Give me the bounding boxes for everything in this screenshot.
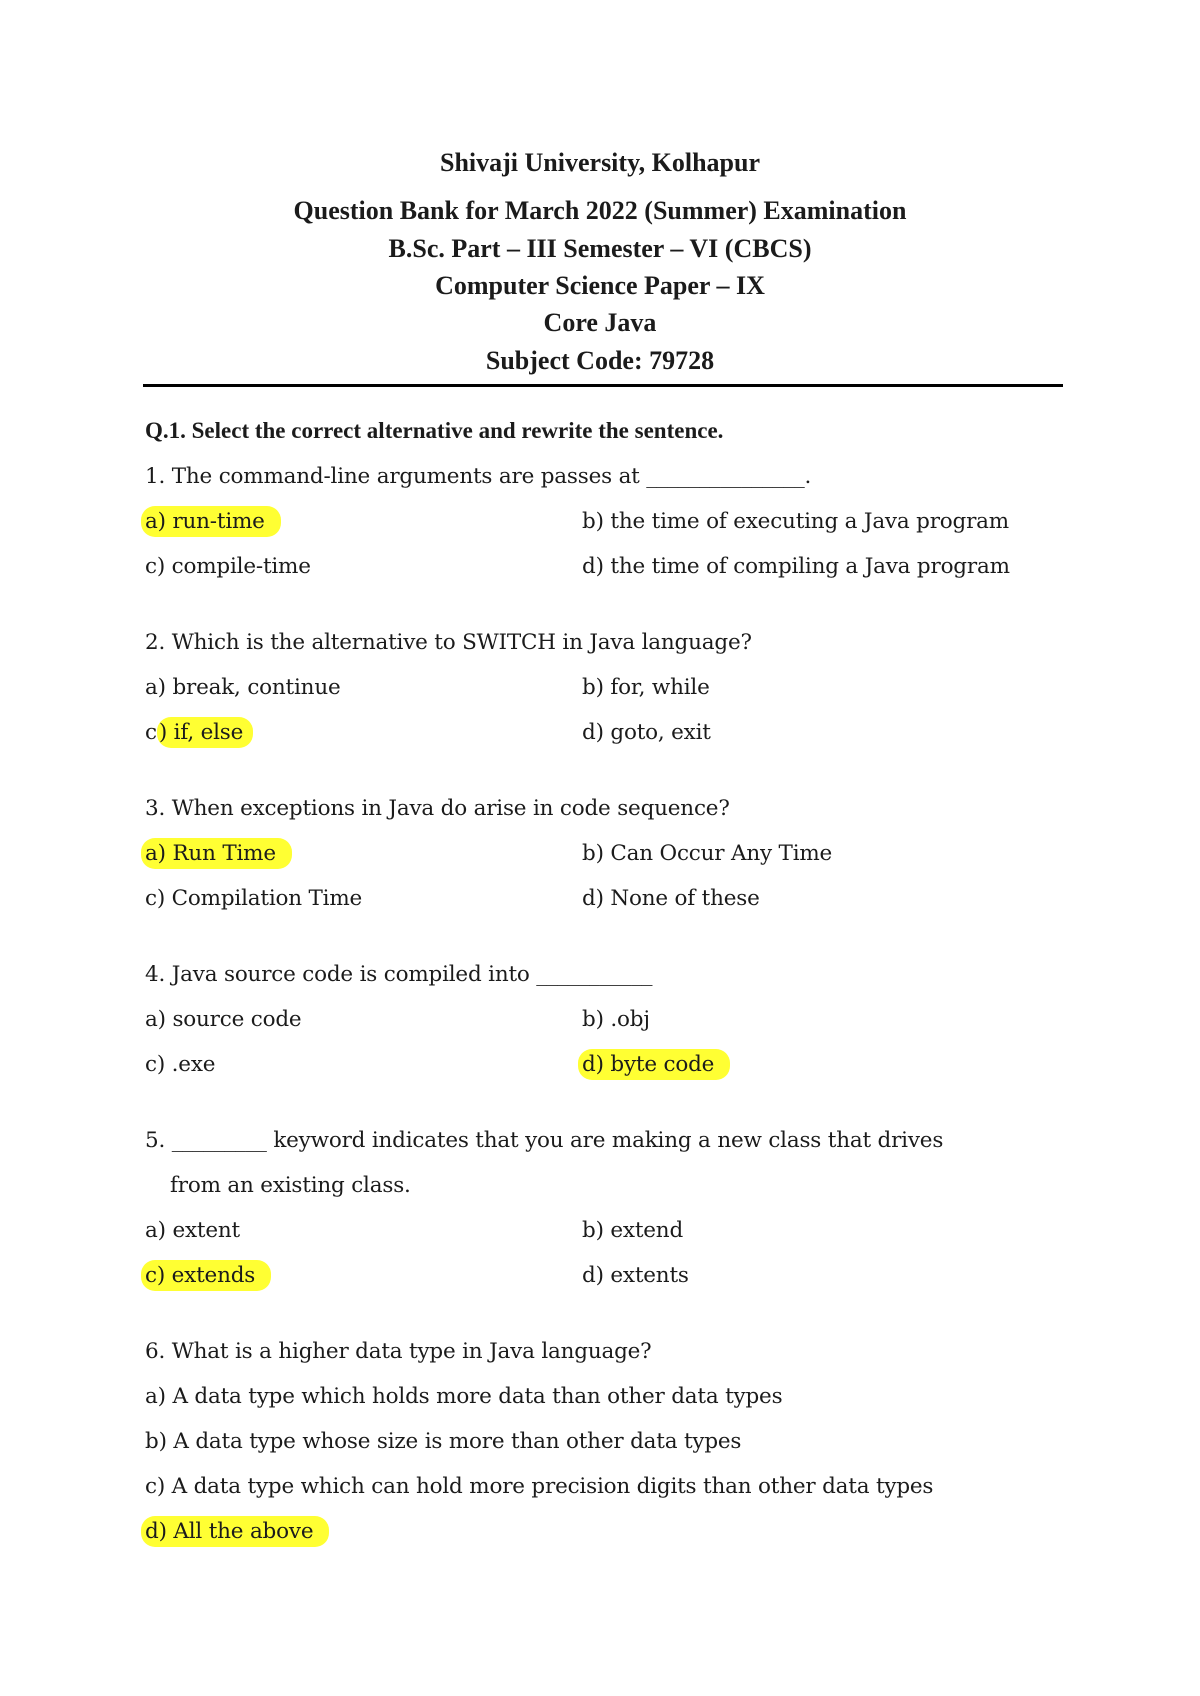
header-divider [143, 384, 1063, 387]
q1-option-d: d) the time of compiling a Java program [582, 554, 1010, 579]
q3-option-a [145, 841, 292, 866]
q3-option-b: b) Can Occur Any Time [582, 841, 833, 866]
question-1: 1. The command-line arguments are passes at _______________. [145, 464, 812, 489]
q2-option-a: a) break, continue [145, 675, 341, 700]
question-5: 5. _________ keyword indicates that you are making a new class that drives [145, 1128, 944, 1153]
paper-line: Computer Science Paper – IX [435, 271, 765, 300]
q5-option-a: a) extent [145, 1218, 240, 1243]
subject-name: Core Java [543, 308, 657, 337]
q6-option-a: a) A data type which holds more data than other data types [145, 1384, 783, 1409]
q4-option-d [582, 1052, 730, 1077]
q3-option-d: d) None of these [582, 886, 760, 911]
university-name: Shivaji University, Kolhapur [440, 148, 760, 177]
q5-option-b: b) extend [582, 1218, 684, 1243]
q2-option-c-letter: c [145, 720, 157, 745]
q5-option-d: d) extents [582, 1263, 689, 1288]
q2-option-c [145, 720, 253, 745]
q2-option-b: b) for, while [582, 675, 710, 700]
q1-option-c: c) compile-time [145, 554, 311, 579]
q4-option-b: b) .obj [582, 1007, 650, 1032]
answer-highlight: a) Run Time [141, 838, 292, 869]
q2-option-d: d) goto, exit [582, 720, 711, 745]
answer-highlight: a) run-time [141, 506, 281, 537]
q6-option-d [145, 1519, 329, 1544]
answer-highlight: d) byte code [578, 1049, 730, 1080]
course-line: B.Sc. Part – III Semester – VI (CBCS) [388, 234, 812, 263]
answer-highlight: c) extends [141, 1260, 271, 1291]
q5-option-c [145, 1263, 271, 1288]
question-3: 3. When exceptions in Java do arise in code sequence? [145, 796, 730, 821]
section-instruction: Q.1. Select the correct alternative and rewrite the sentence. [145, 418, 724, 443]
question-5-continued: from an existing class. [170, 1173, 411, 1198]
document-title: Question Bank for March 2022 (Summer) Examination [293, 196, 907, 225]
question-6: 6. What is a higher data type in Java language? [145, 1339, 652, 1364]
question-4: 4. Java source code is compiled into ___________ [145, 962, 653, 987]
q3-option-c: c) Compilation Time [145, 886, 363, 911]
question-2: 2. Which is the alternative to SWITCH in Java language? [145, 630, 752, 655]
q6-option-b: b) A data type whose size is more than other data types [145, 1429, 742, 1454]
q1-option-a [145, 509, 281, 534]
answer-highlight: ) if, else [157, 717, 253, 748]
answer-highlight: d) All the above [141, 1516, 329, 1547]
q1-option-b: b) the time of executing a Java program [582, 509, 1009, 534]
q4-option-a: a) source code [145, 1007, 302, 1032]
q6-option-c: c) A data type which can hold more precision digits than other data types [145, 1474, 934, 1499]
q4-option-c: c) .exe [145, 1052, 216, 1077]
subject-code: Subject Code: 79728 [485, 346, 715, 375]
